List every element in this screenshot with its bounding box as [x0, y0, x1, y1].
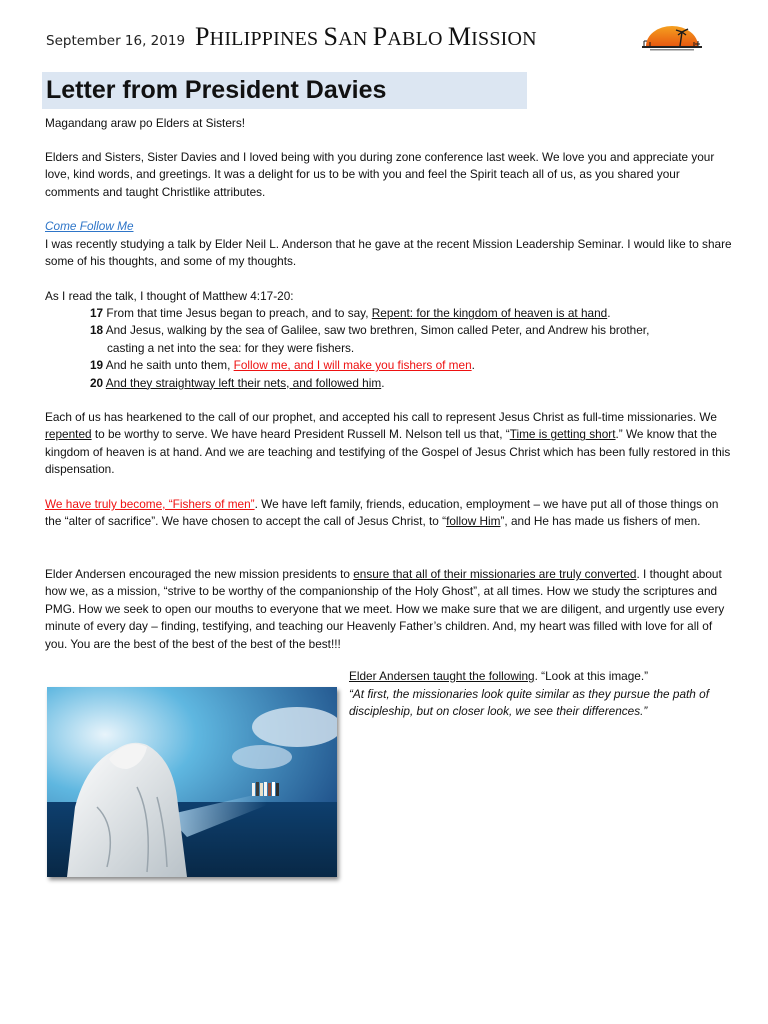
- cloud-2: [232, 745, 292, 769]
- paragraph-andersen: Elder Andersen encouraged the new mission presidents to ensure that all of their missionaries are truly converted. I thought about how we, as a mission, “strive to be worthy of the companionship of the Holy Ghost”, at all times. How we study the scriptures and PMG. How we seek to open our mouths to everyone that we meet. How we make sure that we are diligent, and urgently use every minute of every day – finding, testifying, and teaching our Heavenly Father’s children. And, my heart was filled with love for all of you. You are the best of the best of the best of the best!!!: [45, 567, 725, 651]
- verse-19: 19 And he saith unto them, Follow me, and I will make you fishers of men.: [90, 358, 475, 373]
- horizon-line: [642, 46, 702, 48]
- image-caption-quote: “At first, the missionaries look quite similar as they pursue the path of discipleship, but on closer look, we see their differences.”: [349, 687, 709, 719]
- christ-missionaries-image: [47, 687, 337, 877]
- scripture-intro: As I read the talk, I thought of Matthew 4:17-20:: [45, 289, 294, 303]
- missionaries-group: [252, 782, 279, 796]
- verse-18-continued: casting a net into the sea: for they were fishers.: [107, 340, 355, 355]
- greeting: Magandang araw po Elders at Sisters!: [45, 116, 245, 130]
- paragraph-fishers: We have truly become, “Fishers of men”. We have left family, friends, education, employment – we have put all of those things on the “alter of sacrifice”. We have chosen to accept the call of Jesus Christ, to “follow Him”, and He has made us fishers of men.: [45, 497, 719, 529]
- logo-caption-line: [650, 49, 694, 51]
- verse-17: 17 From that time Jesus began to preach, and to say, Repent: for the kingdom of heaven is at hand.: [90, 306, 611, 320]
- paragraph-intro: Elders and Sisters, Sister Davies and I loved being with you during zone conference last week. We love you and appreciate your love, kind words, and greetings. It was a delight for us to be with you and feel the Spirit teach all of us, as you shared your comments and taught Christlike attributes.: [45, 150, 715, 199]
- paragraph-talk: I was recently studying a talk by Elder Neil L. Anderson that he gave at the recent Mission Leadership Seminar. I would like to share some of his thoughts, and some of my thoughts.: [45, 237, 732, 269]
- image-caption-heading: Elder Andersen taught the following. “Look at this image.”: [349, 669, 649, 683]
- sunset-shape: [646, 26, 698, 46]
- come-follow-me-link[interactable]: Come Follow Me: [45, 219, 134, 233]
- verse-20: 20 And they straightway left their nets, and followed him.: [90, 375, 385, 390]
- letter-date: September 16, 2019: [46, 33, 186, 49]
- mission-logo: [636, 22, 708, 54]
- section-heading[interactable]: [45, 218, 735, 235]
- letter-title: Letter from President Davies: [46, 76, 387, 104]
- verse-18: 18 And Jesus, walking by the sea of Galilee, saw two brethren, Simon called Peter, and Andrew his brother,: [90, 323, 650, 338]
- scripture-verses: [45, 305, 735, 392]
- mission-name: PHILIPPINES SAN PABLO MISSION: [195, 22, 537, 51]
- paragraph-hearkened: Each of us has hearkened to the call of our prophet, and accepted his call to represent Jesus Christ as full-time missionaries. We repented to be worthy to serve. We have heard President Russell M. Nelson tell us that, “Time is getting short.” We know that the kingdom of heaven is at hand. And we are teaching and testifying of the Gospel of Jesus Christ which has been fully restored in this dispensation.: [45, 410, 731, 477]
